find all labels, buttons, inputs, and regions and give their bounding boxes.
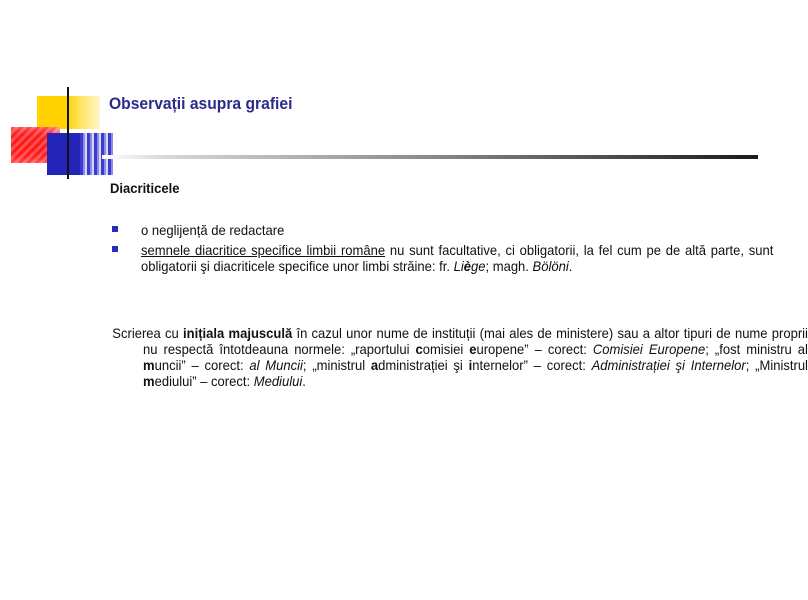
slide-title: Observații asupra grafiei: [109, 94, 293, 113]
bold-letter: m: [143, 357, 155, 373]
text-run: nternelor” – corect:: [472, 357, 592, 373]
underlined-phrase: semnele diacritice specifice limbii române: [141, 242, 386, 258]
bullet-text: [141, 242, 773, 274]
bullet-list: [112, 222, 776, 278]
bullet-item-1: [112, 222, 776, 238]
bullet-item-2: [112, 242, 776, 274]
bullet-text: o neglijență de redactare: [141, 222, 285, 238]
bold-letter: m: [143, 373, 155, 389]
bullet-square-icon: [112, 246, 118, 252]
bold-phrase: inițiala majusculă: [183, 325, 293, 341]
logo-yellow-gradient-square: [67, 96, 100, 129]
title-divider: [102, 155, 758, 159]
text-run: uncii” – corect:: [154, 357, 250, 373]
text-run: uropene” – corect:: [476, 341, 593, 357]
text-run: dministrației şi: [378, 357, 469, 373]
logo-vertical-line: [67, 87, 69, 179]
text-run: .: [302, 373, 306, 389]
bold-letter: c: [415, 341, 423, 357]
bold-letter: i: [468, 357, 473, 373]
text-run: nu sunt facultative, ci obligatorii, la fel cum pe de altă parte, sunt obligatorii şi diacriticele specifice unor limbi străine: fr.: [141, 242, 774, 274]
paragraph-capitalization: [110, 325, 808, 389]
text-run: ; „ministrul: [302, 357, 371, 373]
text-run: ; „Ministrul: [745, 357, 808, 373]
italic-phrase: al Muncii: [249, 357, 303, 373]
text-run: ediului” – corect:: [154, 373, 254, 389]
text-run: în cazul unor nume de instituții (mai ales de ministere) sau a altor tipuri de nume proprii nu respectă întotdeauna normele: „raportului: [143, 325, 808, 357]
logo-blue-gradient-square: [80, 133, 113, 175]
italic-phrase: Comisiei Europene: [592, 341, 706, 357]
bullet-square-icon: [112, 226, 118, 232]
bold-letter: e: [469, 341, 477, 357]
example-boloni: Bölöni: [532, 258, 569, 274]
text-run: ; „fost ministru al: [705, 341, 808, 357]
italic-phrase: Administrației şi Internelor: [591, 357, 746, 373]
example-liege: [454, 258, 486, 274]
text-run: ge: [471, 258, 486, 274]
italic-phrase: Mediului: [253, 373, 303, 389]
text-run: Scrierea cu: [112, 325, 184, 341]
emphasized-letter: è: [463, 258, 472, 274]
text-run: Li: [453, 258, 464, 274]
logo-blue-square: [47, 133, 80, 175]
text-run: .: [568, 258, 573, 274]
logo-yellow-square: [37, 96, 67, 129]
section-heading: Diacriticele: [110, 180, 180, 196]
text-run: omisiei: [422, 341, 470, 357]
bold-letter: a: [370, 357, 379, 373]
text-run: ; magh.: [485, 258, 533, 274]
